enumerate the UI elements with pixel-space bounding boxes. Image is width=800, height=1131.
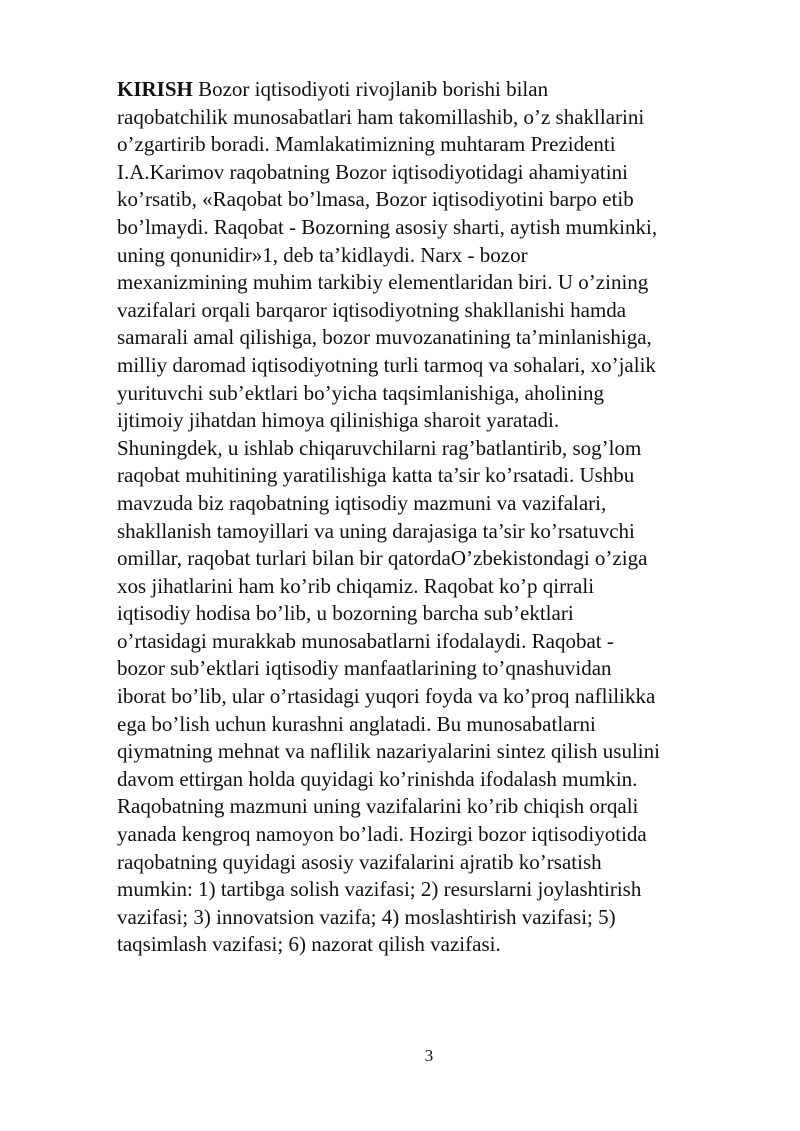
page-number: 3 — [424, 1046, 434, 1065]
paragraph-line: davom ettirgan holda quyidagi ko’rinishda ifodalash mumkin. — [117, 766, 638, 791]
paragraph-line — [117, 76, 742, 104]
paragraph-line: ega bo’lish uchun kurashni anglatadi. Bu munosabatlarni — [117, 711, 596, 736]
paragraph-line: mavzuda biz raqobatning iqtisodiy mazmuni va vazifalari, — [117, 490, 607, 515]
paragraph-line: xos jihatlarini ham ko’rib chiqamiz. Raqobat ko’p qirrali — [117, 573, 595, 598]
paragraph-line: iqtisodiy hodisa bo’lib, u bozorning barcha sub’ektlari — [117, 601, 574, 626]
paragraph-line: mumkin: 1) tartibga solish vazifasi; 2) resurslarni joylashtirish — [117, 877, 642, 902]
paragraph-line: ijtimoiy jihatdan himoya qilinishiga sharoit yaratadi. — [117, 408, 560, 433]
paragraph-line: bo’lmaydi. Raqobat - Bozorning asosiy sharti, aytish mumkinki, — [117, 214, 658, 239]
paragraph-line: raqobatning quyidagi asosiy vazifalarini ajratib ko’rsatish — [117, 849, 602, 874]
paragraph-line: ko’rsatib, «Raqobat bo’lmasa, Bozor iqtisodiyotini barpo etib — [117, 187, 634, 212]
first-line-text: Bozor iqtisodiyoti rivojlanib borishi bilan — [192, 77, 549, 101]
paragraph-line: shakllanish tamoyillari va uning darajasiga ta’sir ko’rsatuvchi — [117, 518, 635, 543]
paragraph-line: vazifalari orqali barqaror iqtisodiyotning shakllanishi hamda — [117, 297, 627, 322]
paragraph-line: samarali amal qilishiga, bozor muvozanatining ta’minlanishiga, — [117, 325, 652, 350]
paragraph-line: Shuningdek, u ishlab chiqaruvchilarni rag’batlantirib, sog’lom — [117, 435, 642, 460]
paragraph-line: o’zgartirib boradi. Mamlakatimizning muhtaram Prezidenti — [117, 132, 616, 157]
paragraph-line: bozor sub’ektlari iqtisodiy manfaatlarining to’qnashuvidan — [117, 656, 612, 681]
paragraph-line: uning qonunidir»1, deb ta’kidlaydi. Narx - bozor — [117, 242, 528, 267]
paragraph-line: milliy daromad iqtisodiyotning turli tarmoq va sohalari, xo’jalik — [117, 352, 656, 377]
body-paragraph — [117, 76, 742, 959]
paragraph-line: raqobatchilik munosabatlari ham takomillashib, o’z shakllarini — [117, 104, 645, 129]
paragraph-line: o’rtasidagi murakkab munosabatlarni ifodalaydi. Raqobat - — [117, 628, 614, 653]
section-heading: KIRISH — [117, 77, 193, 101]
paragraph-line: yurituvchi sub’ektlari bo’yicha taqsimlanishiga, aholining — [117, 380, 604, 405]
paragraph-line: Raqobatning mazmuni uning vazifalarini ko’rib chiqish orqali — [117, 794, 639, 819]
paragraph-line: iborat bo’lib, ular o’rtasidagi yuqori foyda va ko’proq naflilikka — [117, 684, 656, 709]
paragraph-line: qiymatning mehnat va naflilik nazariyalarini sintez qilish usulini — [117, 739, 660, 764]
paragraph-line: mexanizmining muhim tarkibiy elementlaridan biri. U o’zining — [117, 270, 649, 295]
paragraph-line: taqsimlash vazifasi; 6) nazorat qilish vazifasi. — [117, 932, 501, 957]
paragraph-line: vazifasi; 3) innovatsion vazifa; 4) moslashtirish vazifasi; 5) — [117, 904, 616, 929]
paragraph-line: yanada kengroq namoyon bo’ladi. Hozirgi bozor iqtisodiyotida — [117, 822, 647, 847]
paragraph-line: I.A.Karimov raqobatning Bozor iqtisodiyotidagi ahamiyatini — [117, 159, 628, 184]
paragraph-line: omillar, raqobat turlari bilan bir qatordaO’zbekistondagi o’ziga — [117, 546, 648, 571]
paragraph-line: raqobat muhitining yaratilishiga katta ta’sir ko’rsatadi. Ushbu — [117, 463, 635, 488]
